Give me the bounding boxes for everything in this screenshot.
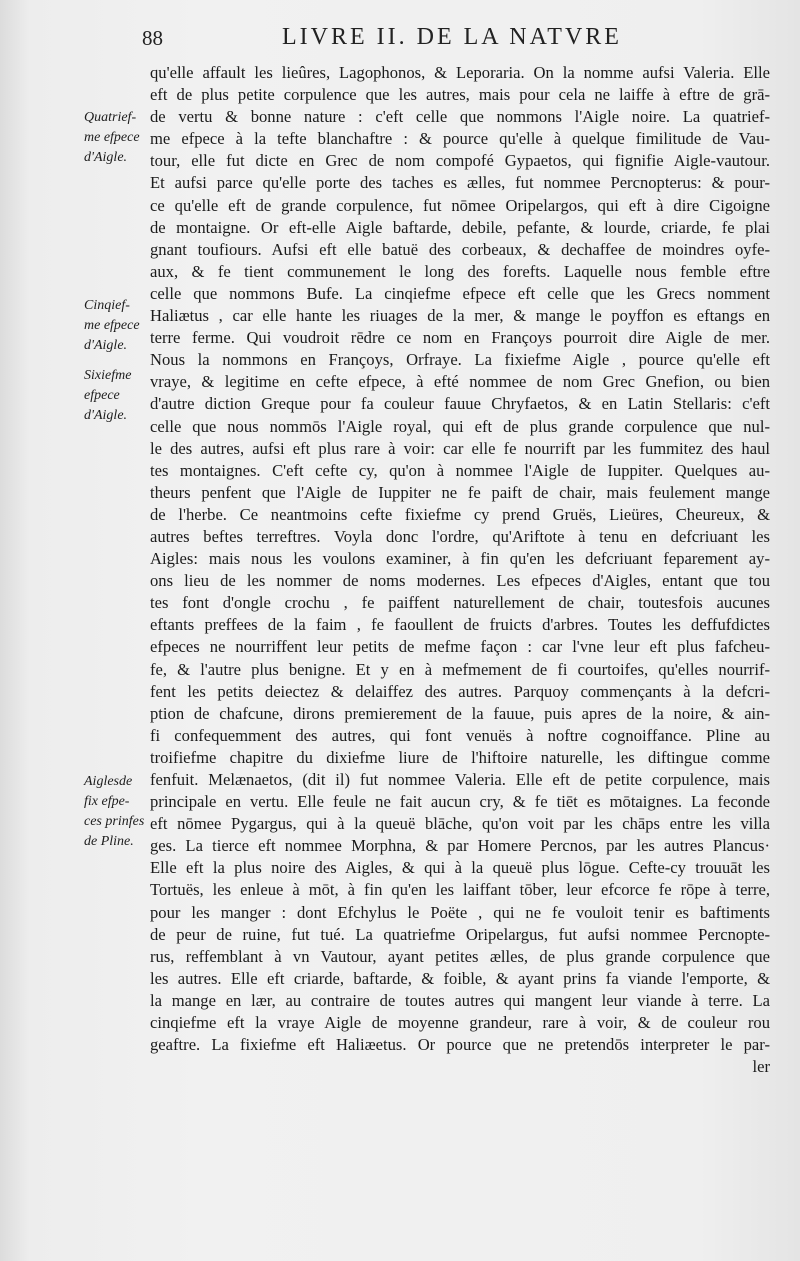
text-line: celle que nommons Bufe. La cinqiefme efpece eft celle que les Grecs nomment bbox=[150, 283, 770, 303]
page-header bbox=[0, 22, 800, 52]
page-number: 88 bbox=[142, 26, 163, 50]
text-line: pour les manger : dont Efchylus le Poëte , qui ne fe vouloit tenir es baftiments bbox=[150, 902, 770, 922]
text-line: fe, & l'autre plus benigne. Et y en à mefmement de fi courtoifes, qu'elles nourrif- bbox=[150, 659, 770, 679]
text-line: gnant toufiours. Aufsi eft elle batuë des corbeaux, & dechaffee de moindres oyfe- bbox=[150, 239, 770, 259]
text-line: ons lieu de les nommer de noms modernes. Les efpeces d'Aigles, entant que tou bbox=[150, 571, 770, 591]
marginal-note-line: me efpece bbox=[84, 130, 140, 145]
text-line: vraye, & legitime en cefte efpece, à efté nommee de nom Grec Gnefion, ou bien bbox=[150, 372, 770, 392]
text-line: eft de plus petite corpulence que les autres, mais pour cela ne laiffe à eftre de grā- bbox=[150, 85, 770, 105]
bleed-through-mark bbox=[112, 196, 121, 207]
text-line: de vertu & bonne nature : c'eft celle que nommons l'Aigle noire. La quatrief- bbox=[150, 107, 770, 127]
marginal-note-line: me efpece bbox=[84, 318, 140, 333]
text-line: celle que nous nommōs l'Aigle royal, qui eft de plus grande corpulence que nul- bbox=[150, 416, 770, 436]
text-line: rus, reffemblant à vn Vautour, ayant petites ælles, de plus grande corpulence que bbox=[150, 946, 770, 966]
marginal-note-line: fix efpe- bbox=[84, 794, 130, 809]
text-line: ges. La tierce eft nommee Morphna, & par Homere Percnos, par les autres Plancus· bbox=[150, 836, 770, 856]
text-line: geaftre. La fixiefme eft Haliæetus. Or pource que ne pretendōs interpreter le par- bbox=[150, 1035, 770, 1055]
text-line: ler bbox=[752, 1057, 770, 1077]
marginal-note-line: Cinqief- bbox=[84, 298, 130, 313]
marginal-note bbox=[84, 108, 154, 168]
text-line: fenfuit. Melænaetos, (dit il) fut nommee Valeria. Elle eft de petite corpulence, mais bbox=[150, 770, 770, 789]
text-line: Elle eft la plus noire des Aigles, & qui à la queuë plus lōgue. Cefte-cy trouuāt les bbox=[150, 858, 770, 878]
text-line: aux, & fe tient communement le long des forefts. Laquelle nous femble eftre bbox=[150, 261, 770, 281]
text-line: autres beftes terreftres. Voyla donc l'ordre, qu'Ariftote à tenu en defcriuant les bbox=[150, 526, 770, 546]
text-line: tour, elle fut dicte en Grec de nom compofé Gypaetos, qui fignifie Aigle-vautour. bbox=[150, 151, 770, 171]
text-line: d'autre diction Greque pour fa couleur fauue Chryfaetos, & en Latin Stellaris: c'eft bbox=[150, 394, 770, 414]
text-line: Tortuës, les enleue à mōt, à fin qu'en les laiffant tōber, leur efcorce fe rōpe à terre, bbox=[150, 880, 770, 900]
text-line: qu'elle affault les lieûres, Lagophonos, & Leporaria. On la nomme aufsi Valeria. Elle bbox=[150, 63, 770, 82]
text-line: de l'herbe. Ce neantmoins cefte fixiefme cy prend Gruës, Lieüres, Cheureux, & bbox=[150, 504, 770, 524]
marginal-note-line: Quatrief- bbox=[84, 110, 137, 125]
marginal-note-line: ces prinfes bbox=[84, 814, 145, 829]
text-line: eftants preffees de la faim , fe faoullent de fruicts d'arbres. Toutes les deffufdictes bbox=[150, 615, 770, 635]
body-text bbox=[150, 62, 770, 1078]
text-line: theurs penfent que l'Aigle de Iuppiter ne fe paift de chair, mais feulement mange bbox=[150, 482, 770, 502]
text-line: Nous la nommons en Françoys, Orfraye. La fixiefme Aigle , pource qu'elle eft bbox=[150, 350, 770, 370]
text-line: fent les petits deiectez & delaiffez des autres. Parquoy commençants à la defcri- bbox=[150, 681, 770, 701]
marginal-note-line: d'Aigle. bbox=[84, 338, 128, 353]
text-line: efpeces ne nourriffent leur petits de mefme façon : car l'vne leur eft plus fafcheu- bbox=[150, 637, 770, 657]
text-line: tes montaignes. C'eft cefte cy, qu'on à nommee l'Aigle de Iuppiter. Quelques au- bbox=[150, 460, 770, 480]
text-line: terre ferme. Qui voudroit rēdre ce nom en Françoys pourroit dire Aigle de mer. bbox=[150, 328, 770, 348]
marginal-note bbox=[84, 772, 154, 852]
text-line: ce qu'elle eft de grande corpulence, fut nōmee Oripelargos, qui eft à dire Cigoigne bbox=[150, 195, 770, 215]
text-line: de peur de ruine, fut tué. La quatriefme Oripelargus, fut aufsi nommee Percnopte- bbox=[150, 924, 770, 944]
text-line: la mange en lær, au contraire de toutes autres qui mangent leur viande à terre. La bbox=[150, 990, 770, 1010]
running-head: LIVRE II. DE LA NATVRE bbox=[282, 24, 622, 50]
text-line: de montaigne. Or eft-elle Aigle baftarde, debile, pefante, & lourde, criarde, fe plai bbox=[150, 217, 770, 237]
marginal-note-line: efpece bbox=[84, 388, 120, 403]
text-line: Aigles: mais nous les voulons examiner, à fin qu'en les defcriuant feparement ay- bbox=[150, 549, 770, 569]
text-line: troifiefme chapitre du dixiefme liure de l'hiftoire naturelle, les diftingue comme bbox=[150, 747, 770, 767]
text-line: cinqiefme eft la vraye Aigle de moyenne grandeur, rare à voir, & de couleur rou bbox=[150, 1013, 770, 1033]
text-line: Et aufsi parce qu'elle porte des taches es ælles, fut nommee Percnopterus: & pour- bbox=[150, 173, 770, 193]
text-line: tes font d'ongle crochu , fe paiffent naturellement de chair, toutesfois aucunes bbox=[150, 593, 770, 613]
marginal-note-line: d'Aigle. bbox=[84, 150, 128, 165]
text-line: eft nōmee Pygargus, qui à la queuë blāche, qu'on voit par les chāps entre les villa bbox=[150, 814, 770, 834]
marginal-note-line: de Pline. bbox=[84, 834, 134, 849]
marginal-note bbox=[84, 296, 154, 356]
marginal-note bbox=[84, 366, 154, 426]
text-line: les autres. Elle eft criarde, baftarde, & foible, & ayant prins fa viande l'emporte, & bbox=[150, 968, 770, 988]
text-line: fi confequemment des autres, qui font venuës à noftre cognoiffance. Pline au bbox=[150, 725, 770, 745]
text-line: ption de chafcune, dirons premierement de la fauue, puis apres de la noire, & ain- bbox=[150, 703, 770, 723]
marginal-note-line: d'Aigle. bbox=[84, 408, 128, 423]
marginal-note-line: Sixiefme bbox=[84, 368, 132, 383]
marginal-note-line: Aiglesde bbox=[84, 774, 133, 789]
text-line: me efpece à la tefte blanchaftre : & pource qu'elle à quelque fimilitude de Vau- bbox=[150, 129, 770, 149]
text-line: principale en vertu. Elle feule ne fait aucun cry, & fe tiēt es mōtaignes. La feconde bbox=[150, 792, 770, 812]
text-line: Haliætus , car elle hante les riuages de la mer, & mange le poyffon es eftangs en bbox=[150, 306, 770, 326]
text-line: le des autres, aufsi eft plus rare à voir: car elle fe nourrift par les fummitez des haul bbox=[150, 438, 770, 458]
